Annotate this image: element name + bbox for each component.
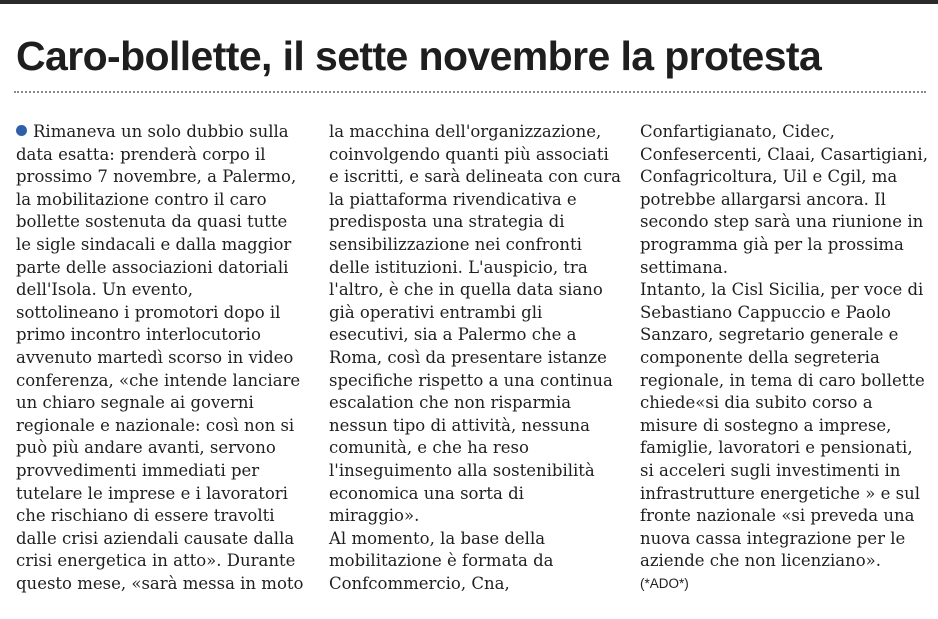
text-line [16,324,312,347]
text-line-content: fronte nazionale «si preveda una [640,506,915,526]
text-line-content: l'altro, è che in quella data siano [329,280,603,300]
text-line-content: Sanzaro, segretario generale e [640,325,899,345]
text-line [640,437,936,460]
text-line-content: predisposta una strategia di [329,212,565,232]
text-line [329,189,625,212]
text-line [640,324,936,347]
text-line-content: coinvolgendo quanti più associati [329,144,609,164]
text-line-content: dalle crisi aziendali causate dalla [16,528,295,548]
text-line [16,211,312,234]
text-line-content: Roma, così da presentare istanze [329,347,607,367]
text-line [640,370,936,393]
article-column-1 [16,121,312,595]
text-line-content: Confcommercio, Cna, [329,573,510,593]
text-line [329,144,625,167]
text-line-content: Confartigianato, Cidec, [640,122,835,141]
text-line-content: aziende che non licenziano». [640,551,881,571]
text-line [329,573,625,596]
text-line-content: chiede«si dia subito corso a [640,393,873,413]
text-line-content: avvenuto martedì scorso in video [16,347,294,367]
text-line-content: potrebbe allargarsi ancora. Il [640,189,886,209]
text-line-content: mobilitazione è formata da [329,551,554,571]
text-line-content: la piattaforma rivendicativa e [329,189,577,209]
text-line-content: nuova cassa integrazione per le [640,528,906,548]
text-line-content: Sebastiano Cappuccio e Paolo [640,302,891,322]
text-line [16,234,312,257]
text-line-content: la macchina dell'organizzazione, [329,122,602,141]
text-line [16,279,312,302]
text-line [640,550,936,573]
text-line-content: escalation che non risparmia [329,393,572,413]
text-line-content: regionale, in tema di caro bollette [640,370,925,390]
text-line [16,550,312,573]
text-line [16,347,312,370]
text-line-content: prossimo 7 novembre, a Palermo, [16,167,297,187]
text-line-content: può più andare avanti, servono [16,438,276,458]
text-line-content: Al momento, la base della [329,528,546,548]
text-line [329,257,625,280]
text-line [16,166,312,189]
text-line [329,234,625,257]
text-line [640,211,936,234]
text-line-content: Confagricoltura, Uil e Cgil, ma [640,167,898,187]
text-line [16,121,312,144]
text-line [640,166,936,189]
author-signature: (*ADO*) [640,575,689,591]
text-line-content: data esatta: prenderà corpo il [16,144,266,164]
text-line [329,415,625,438]
text-line [640,279,936,302]
text-line-content: sensibilizzazione nei confronti [329,234,582,254]
text-line [640,121,936,144]
text-line-content: un chiaro segnale ai governi [16,393,254,413]
text-line-content: crisi energetica in atto». Durante [16,551,296,571]
text-line-content: componente della segreteria [640,347,880,367]
text-line-content: Confesercenti, Claai, Casartigiani, [640,144,928,164]
text-line [16,257,312,280]
text-line [16,573,312,596]
text-line-content: primo incontro interlocutorio [16,325,261,345]
text-line-content: questo mese, «sarà messa in moto [16,573,304,593]
text-line [640,415,936,438]
text-line-content: le sigle sindacali e dalla maggior [16,234,292,254]
text-line [16,483,312,506]
text-line [640,392,936,415]
text-line [640,505,936,528]
text-line [640,528,936,551]
text-line [640,257,936,280]
text-line [329,347,625,370]
text-line [329,392,625,415]
text-line-content: tutelare le imprese e i lavoratori [16,483,288,503]
text-line [16,370,312,393]
text-line [640,347,936,370]
text-line [16,144,312,167]
text-line-content: infrastrutture energetiche » e sul [640,483,921,503]
text-line-content: regionale e nazionale: così non si [16,415,295,435]
text-line [16,437,312,460]
text-line [16,460,312,483]
text-line [329,483,625,506]
text-line-content: bollette sostenuta da quasi tutte [16,212,288,232]
text-line-content: specifiche rispetto a una continua [329,370,613,390]
article-column-2 [329,121,625,595]
text-line-content: nessun tipo di attività, nessuna [329,415,590,435]
bullet-dot-icon [16,125,27,136]
text-line-content: parte delle associazioni datoriali [16,257,289,277]
text-line [16,302,312,325]
text-line-content: economica una sorta di [329,483,524,503]
text-line-content: si acceleri sugli investimenti in [640,460,901,480]
text-line [329,460,625,483]
text-line-content: Rimaneva un solo dubbio sulla [33,122,289,141]
text-line [329,370,625,393]
text-line [16,528,312,551]
text-line-content: secondo step sarà una riunione in [640,212,924,232]
text-line-content: dell'Isola. Un evento, [16,280,194,300]
text-line-content: già operativi entrambi gli [329,302,543,322]
headline: Caro-bollette, il sette novembre la protesta [16,33,822,79]
text-line [329,302,625,325]
text-line-content: Intanto, la Cisl Sicilia, per voce di [640,280,924,300]
text-line [329,324,625,347]
text-line [329,211,625,234]
text-line [329,166,625,189]
text-line-content: conferenza, «che intende lanciare [16,370,301,390]
text-line [329,437,625,460]
text-line-content: la mobilitazione contro il caro [16,189,267,209]
text-line-content: miraggio». [329,506,420,526]
text-line [640,483,936,506]
text-line [16,392,312,415]
text-line-content: settimana. [640,257,728,277]
text-line [640,189,936,212]
text-line-content: sottolineano i promotori dopo il [16,302,281,322]
text-line-content: delle istituzioni. L'auspicio, tra [329,257,588,277]
text-line [16,415,312,438]
text-line [329,505,625,528]
text-line-content: misure di sostegno a imprese, [640,415,892,435]
top-rule [0,0,938,4]
text-line [16,189,312,212]
text-line [16,505,312,528]
text-line [640,144,936,167]
text-line [329,121,625,144]
text-line [640,302,936,325]
text-line [329,528,625,551]
text-line-content: programma già per la prossima [640,234,904,254]
text-line [640,234,936,257]
text-line-content: comunità, e che ha reso [329,438,529,458]
dotted-divider [14,91,926,93]
text-line-content: che rischiano di essere travolti [16,506,275,526]
text-line-content: l'inseguimento alla sostenibilità [329,460,595,480]
text-line [329,279,625,302]
article-column-3 [640,121,936,595]
text-line-content: famiglie, lavoratori e pensionati, [640,438,913,458]
text-line [329,550,625,573]
text-line [640,460,936,483]
text-line-content: e iscritti, e sarà delineata con cura [329,167,621,187]
text-line-content: provvedimenti immediati per [16,460,260,480]
text-line-content: esecutivi, sia a Palermo che a [329,325,577,345]
